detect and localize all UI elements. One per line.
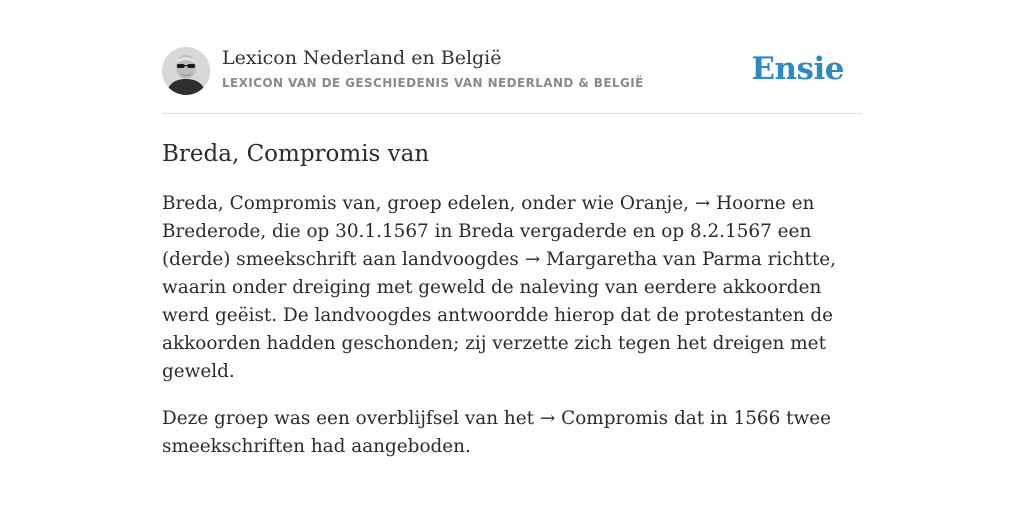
paragraph-text: Margaretha van Parma richtte, waarin onder dreiging met geweld de naleving van eerdere akkoorden werd geëist. De landvoogdes antwoordde hierop dat de protestanten de akkoorden hadden geschonden; zij verzette zich tegen het dreigen met geweld. — [162, 249, 836, 382]
paragraph-text: Deze groep was een overblijfsel van het — [162, 408, 540, 429]
article-card — [162, 45, 862, 461]
reference-arrow-icon[interactable]: → — [539, 408, 556, 429]
reference-arrow-icon[interactable]: → — [694, 193, 711, 214]
article-paragraph — [162, 190, 862, 386]
author-portrait-icon — [162, 47, 210, 95]
reference-arrow-icon[interactable]: → — [524, 249, 541, 270]
paragraph-text: Breda, Compromis van, groep edelen, onder wie Oranje, — [162, 193, 695, 214]
source-header — [162, 45, 862, 114]
paragraph-text: Compromis dat in 1566 twee smeekschriften had aangeboden. — [162, 408, 832, 457]
source-name[interactable]: Lexicon Nederland en België — [222, 47, 502, 69]
ensie-logo[interactable]: Ensie — [751, 51, 844, 87]
article-title: Breda, Compromis van — [162, 141, 430, 167]
author-avatar[interactable] — [162, 47, 210, 95]
article-paragraph — [162, 405, 862, 461]
paragraph-text: Hoorne en Brederode, die op 30.1.1567 in Breda vergaderde en op 8.2.1567 een (derde) smeekschrift aan landvoogdes — [162, 193, 815, 270]
source-subtitle: LEXICON VAN DE GESCHIEDENIS VAN NEDERLAND & BELGIË — [222, 76, 644, 90]
